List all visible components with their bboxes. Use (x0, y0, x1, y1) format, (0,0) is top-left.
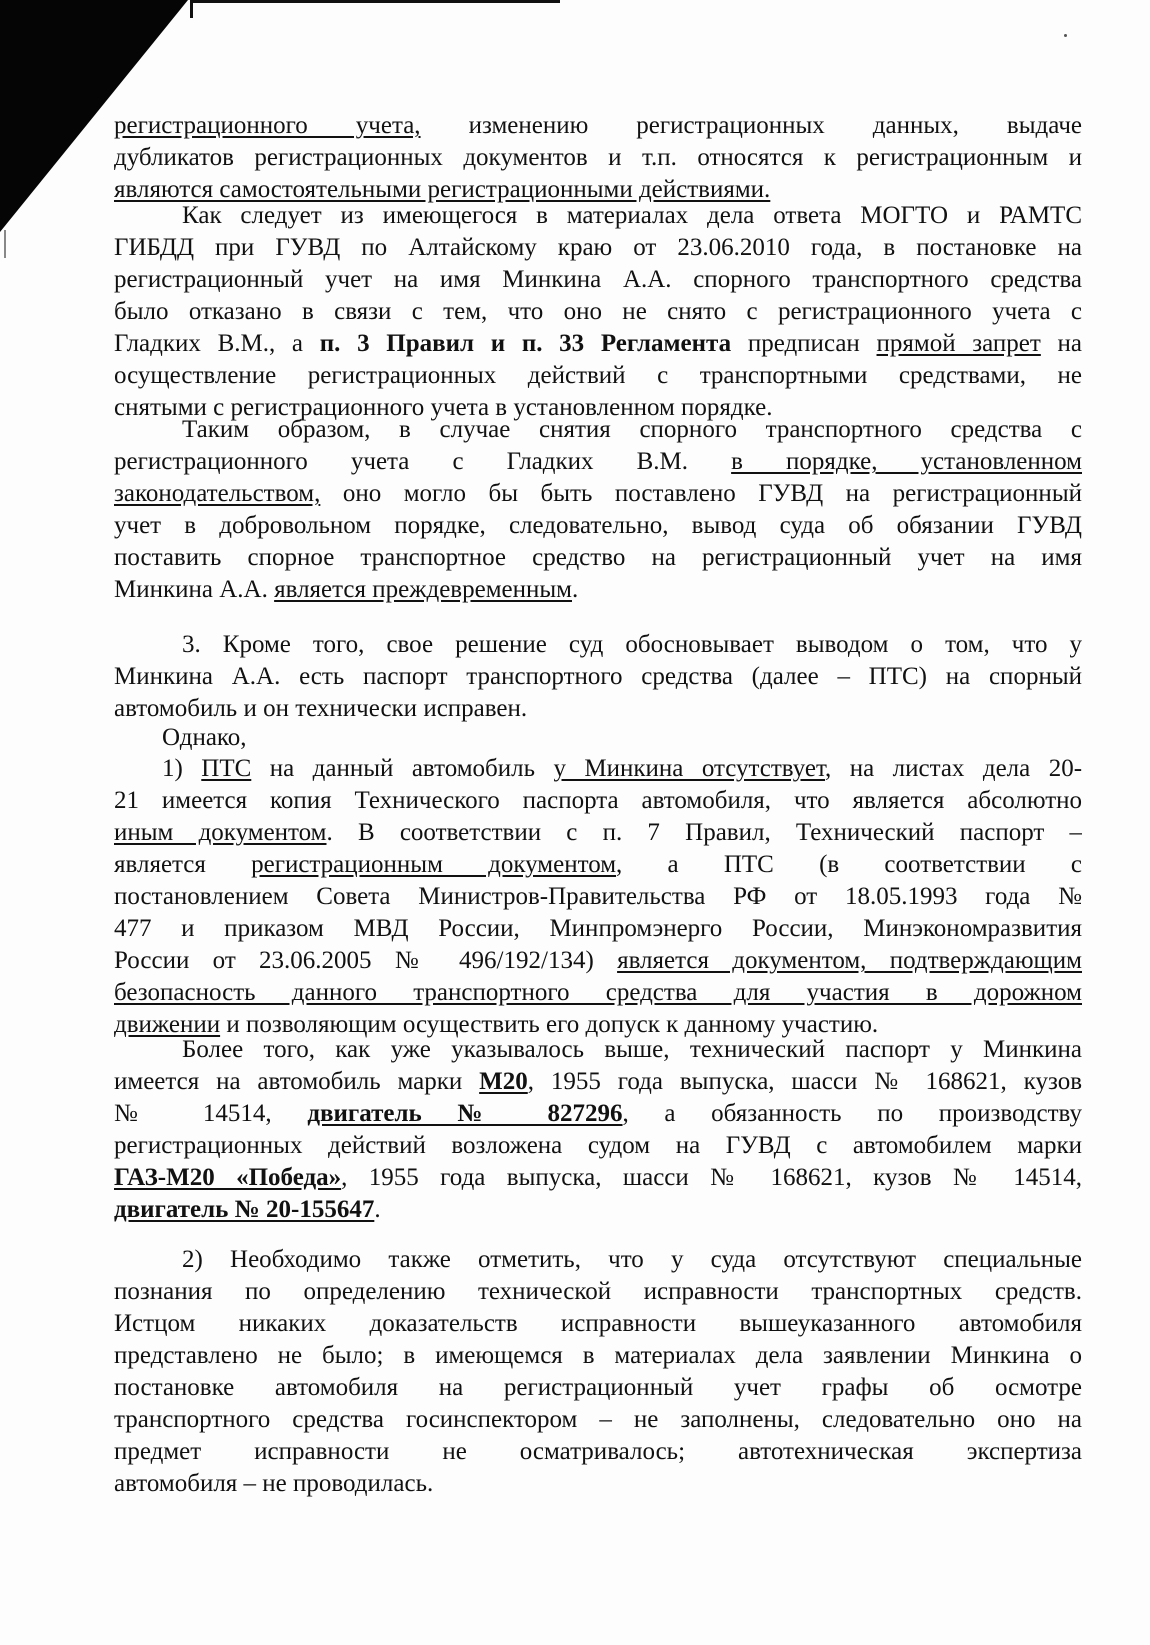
text-line (114, 446, 1082, 478)
paragraph-however (114, 722, 1082, 754)
text-span: является (114, 851, 252, 878)
underlined-text: безопасность данного транспортного средства для участия в дорожном (114, 979, 1082, 1006)
text-line: осуществление регистрационных действий с транспортными средствами, не (114, 362, 1082, 389)
scan-speck (1064, 34, 1067, 37)
underlined-text: является документом, подтверждающим (617, 947, 1082, 974)
text-span: , а обязанность по производству (622, 1100, 1082, 1127)
paragraph-conclusion (114, 414, 1082, 606)
bold-underlined-text: М20 (479, 1068, 528, 1095)
text-line (114, 328, 1082, 360)
text-line (114, 110, 1082, 142)
text-span: , 1955 года выпуска, шасси № 168621, кузов (527, 1068, 1082, 1095)
text-span: России от 23.06.2005 № 496/192/134) (114, 947, 618, 974)
text-line (114, 574, 1082, 606)
paragraph-point-2 (114, 1244, 1082, 1500)
text-span: оно могло бы быть поставлено ГУВД на регистрационный (320, 480, 1082, 507)
text-line: дубликатов регистрационных документов и т.п. относятся к регистрационным и (114, 144, 1082, 171)
text-line: 2) Необходимо также отметить, что у суда отсутствуют специальные (182, 1246, 1082, 1273)
text-span: изменению регистрационных данных, выдаче (420, 112, 1082, 139)
paragraph-point-3 (114, 629, 1082, 725)
text-line: автомобиль и он технически исправен. (114, 695, 528, 722)
text-span: , а ПТС (в соответствии с (616, 851, 1082, 878)
underlined-text: является преждевременным (274, 576, 572, 603)
bold-underlined-text: двигатель № 20-155647 (114, 1196, 375, 1223)
scan-edge-line (190, 0, 560, 3)
paragraph-point-1 (114, 753, 1082, 1041)
text-line: Более того, как уже указывалось выше, технический паспорт у Минкина (182, 1036, 1082, 1063)
underlined-text: движении (114, 1011, 221, 1038)
text-line: регистрационный учет на имя Минкина А.А. спорного транспортного средства (114, 266, 1082, 293)
text-line: транспортного средства госинспектором – не заполнены, следовательно оно на (114, 1406, 1082, 1433)
text-line (114, 753, 1082, 785)
text-span: № 14514, (114, 1100, 308, 1127)
text-line (114, 478, 1082, 510)
text-line: снятыми с регистрационного учета в установленном порядке. (114, 394, 773, 421)
underlined-text: регистрационным документом (251, 851, 617, 878)
text-span: . (374, 1196, 381, 1223)
text-span: 1) (162, 755, 202, 782)
text-span: предписан (731, 330, 877, 357)
text-line (114, 849, 1082, 881)
text-line (114, 1098, 1082, 1130)
text-span: Гладких В.М., а (114, 330, 320, 357)
text-line: 3. Кроме того, свое решение суд обосновывает выводом о том, что у (182, 631, 1082, 658)
text-line (114, 977, 1082, 1009)
underlined-text: законодательством, (114, 480, 321, 507)
text-line (114, 1066, 1082, 1098)
text-line: предмет исправности не осматривалось; автотехническая экспертиза (114, 1438, 1082, 1465)
text-line (114, 1162, 1082, 1194)
text-span: , 1955 года выпуска, шасси № 168621, кузов № 14514, (341, 1164, 1082, 1191)
text-line: Однако, (162, 724, 247, 751)
bold-underlined-text: ГАЗ-М20 «Победа» (114, 1164, 342, 1191)
text-line (114, 945, 1082, 977)
text-line (114, 817, 1082, 849)
text-span: . В соответствии с п. 7 Правил, Технический паспорт – (326, 819, 1082, 846)
scan-edge-tick (190, 0, 193, 18)
text-line: 477 и приказом МВД России, Минпромэнерго России, Минэкономразвития (114, 915, 1082, 942)
text-line: Минкина А.А. есть паспорт транспортного средства (далее – ПТС) на спорный (114, 663, 1082, 690)
text-line: автомобиля – не проводилась. (114, 1470, 434, 1497)
scan-edge-mark (4, 230, 6, 258)
underlined-text: иным документом (114, 819, 327, 846)
underlined-text: регистрационного учета, (114, 112, 421, 139)
bold-text: п. 3 Правил и п. 33 Регламента (319, 330, 732, 357)
paragraph-refusal (114, 200, 1082, 424)
text-line: регистрационных действий возложена судом на ГУВД с автомобилем марки (114, 1132, 1082, 1159)
text-span: . (572, 576, 579, 603)
text-line: представлено не было; в имеющемся в материалах дела заявлении Минкина о (114, 1342, 1082, 1369)
text-line: постановке автомобиля на регистрационный учет графы об осмотре (114, 1374, 1082, 1401)
underlined-text: у Минкина отсутствует (553, 755, 826, 782)
text-span: , на листах дела 20- (825, 755, 1082, 782)
text-line: постановлением Совета Министров-Правительства РФ от 18.05.1993 года № (114, 883, 1082, 910)
text-line: Таким образом, в случае снятия спорного транспортного средства с (182, 416, 1082, 443)
text-line: ГИБДД при ГУВД по Алтайскому краю от 23.06.2010 года, в постановке на (114, 234, 1082, 261)
text-span: имеется на автомобиль марки (114, 1068, 480, 1095)
text-span: регистрационного учета с Гладких В.М. (114, 448, 732, 475)
paragraph-engine-mismatch (114, 1034, 1082, 1226)
text-span: на (1040, 330, 1082, 357)
text-line: поставить спорное транспортное средство на регистрационный учет на имя (114, 544, 1082, 571)
text-line: Истцом никаких доказательств исправности вышеуказанного автомобиля (114, 1310, 1082, 1337)
text-line (114, 1194, 1082, 1226)
bold-underlined-text: двигатель № 827296 (307, 1100, 623, 1127)
paragraph-continuation (114, 110, 1082, 206)
text-span: Минкина А.А. (114, 576, 275, 603)
text-line: познания по определению технической исправности транспортных средств. (114, 1278, 1082, 1305)
text-span: на данный автомобиль (251, 755, 554, 782)
underlined-text: прямой запрет (876, 330, 1041, 357)
text-line: 21 имеется копия Технического паспорта автомобиля, что является абсолютно (114, 787, 1082, 814)
underlined-text: ПТС (201, 755, 252, 782)
text-line: было отказано в связи с тем, что оно не снято с регистрационного учета с (114, 298, 1082, 325)
underlined-text: в порядке, установленном (731, 448, 1082, 475)
underlined-text: являются самостоятельными регистрационными действиями. (114, 176, 771, 203)
text-line: учет в добровольном порядке, следовательно, вывод суда об обязании ГУВД (114, 512, 1082, 539)
text-span: и позволяющим осуществить его допуск к данному участию. (220, 1011, 879, 1038)
text-line: Как следует из имеющегося в материалах дела ответа МОГТО и РАМТС (182, 202, 1082, 229)
